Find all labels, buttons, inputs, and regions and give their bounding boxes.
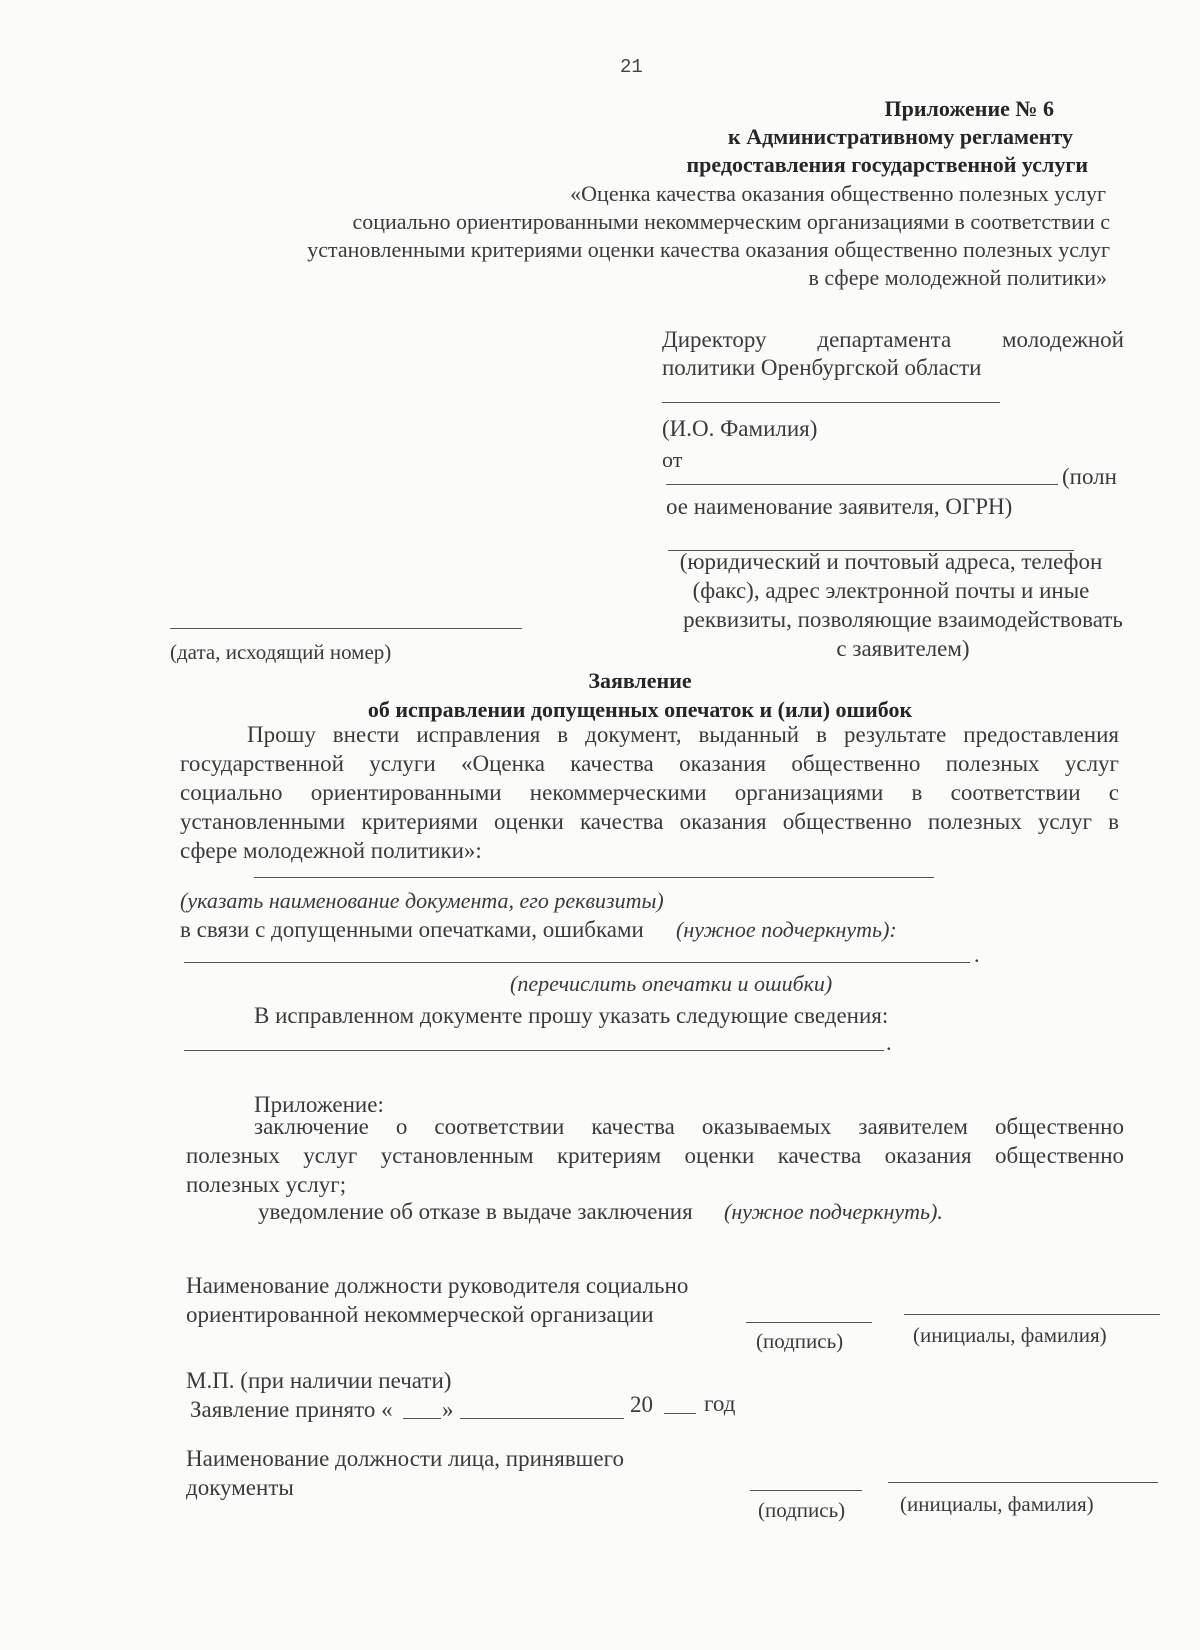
date-number-hint: (дата, исходящий номер) [170,640,392,664]
statement-subtitle: об исправлении допущенных опечаток и (или) ошибок [367,697,913,722]
errors-line-dot: . [974,942,980,967]
applicant-hint-a: (полн [1062,464,1117,489]
appendix-service-line-2: социально ориентированными некоммерческим организациями в соответствии с [352,209,1110,234]
addressee-from: от [662,447,683,472]
accepted-year-prefix: 20 [630,1392,653,1417]
appendix-service-line-1: «Оценка качества оказания общественно полезных услуг [570,181,1106,206]
date-number-line [170,628,522,629]
signer-name-hint: (инициалы, фамилия) [913,1323,1107,1347]
corrected-info-line [184,1050,884,1051]
signer-signature-hint: (подпись) [756,1329,844,1353]
errors-line [184,962,970,963]
attachment-1-line-1: заключение о соответствии качества оказываемых заявителем общественно [254,1114,1124,1139]
accepted-prefix: Заявление принято « [190,1397,393,1422]
requisites-hint-3: реквизиты, позволяющие взаимодействовать [683,607,1123,632]
accepted-year-suffix: год [704,1391,736,1416]
body-para-line-1: Прошу внести исправления в документ, выданный в результате предоставления [247,722,1119,747]
accepted-mid: » [442,1397,454,1422]
document-name-hint: (указать наименование документа, его реквизиты) [180,888,664,913]
receiver-name-line [888,1482,1158,1483]
receiver-position-line-2: документы [186,1475,294,1500]
due-to-hint: (нужное подчеркнуть): [676,917,897,942]
corrected-info-dot: . [886,1030,892,1055]
stamp-text: М.П. (при наличии печати) [186,1368,452,1393]
attachment-1-line-2: полезных услуг установленным критериям оценки качества оказания общественно [186,1143,1124,1168]
receiver-position-line-1: Наименование должности лица, принявшего [186,1446,624,1471]
receiver-signature-hint: (подпись) [758,1498,846,1522]
accepted-day-line [403,1418,441,1419]
addressee-name-line [662,402,1000,403]
page-number: 21 [620,56,643,78]
appendix-line-3: предоставления государственной услуги [686,152,1088,177]
accepted-month-line [460,1418,624,1419]
applicant-name-line [666,484,1058,485]
errors-hint: (перечислить опечатки и ошибки) [510,971,833,996]
addressee-name-hint: (И.О. Фамилия) [662,416,818,441]
document-name-line [254,877,934,878]
signer-position-line-2: ориентированной некоммерческой организации [186,1302,654,1327]
addressee-line-2: политики Оренбургской области [662,355,982,380]
appendix-service-line-4: в сфере молодежной политики» [808,265,1107,290]
appendix-service-line-3: установленными критериями оценки качества оказания общественно полезных услуг [307,237,1110,262]
attachment-1-last: полезных услуг; [186,1172,347,1197]
statement-title: Заявление [588,668,692,693]
addressee-line-1: Директору департамента молодежной [662,327,1124,352]
signer-name-line [904,1314,1160,1315]
appendix-line-2: к Административному регламенту [728,124,1073,149]
attachments-label: Приложение: [254,1092,384,1117]
attachment-2-hint: (нужное подчеркнуть). [724,1199,943,1224]
signer-signature-line [746,1322,872,1323]
requisites-hint-4: с заявителем) [836,636,970,661]
body-para-line-4: установленными критериями оценки качества оказания общественно полезных услуг в [180,809,1119,834]
receiver-name-hint: (инициалы, фамилия) [900,1492,1094,1516]
corrected-info-text: В исправленном документе прошу указать следующие сведения: [254,1003,889,1028]
due-to-text: в связи с допущенными опечатками, ошибками [180,917,644,942]
signer-position-line-1: Наименование должности руководителя социально [186,1273,689,1298]
appendix-line-1: Приложение № 6 [884,96,1054,121]
body-para-last: сфере молодежной политики»: [180,838,482,863]
applicant-hint-b: ое наименование заявителя, ОГРН) [666,494,1013,519]
body-para-line-3: социально ориентированными некоммерческими организациями в соответствии с [180,780,1119,805]
requisites-hint-2: (факс), адрес электронной почты и иные [692,578,1090,603]
receiver-signature-line [750,1490,862,1491]
attachment-2-text: уведомление об отказе в выдаче заключения [258,1199,693,1224]
requisites-hint-1: (юридический и почтовый адреса, телефон [679,549,1103,574]
body-para-line-2: государственной услуги «Оценка качества оказания общественно полезных услуг [180,751,1119,776]
accepted-year-line [664,1413,696,1414]
